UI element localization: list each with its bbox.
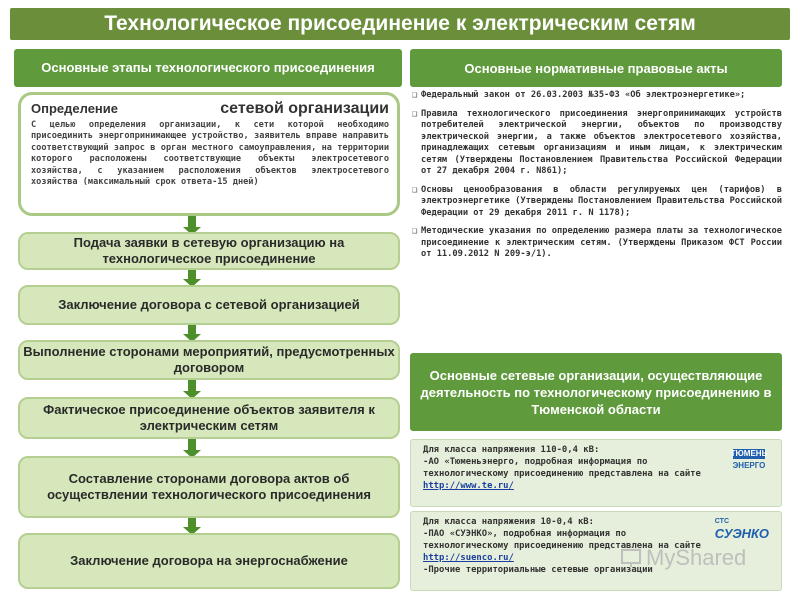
logo1-bottom: ЭНЕРГО [732,461,766,470]
down-arrow-icon [188,325,196,335]
org1-description [423,456,701,492]
logo2-top: СТС [714,518,730,525]
page-title: Технологическое присоединение к электрическим сетям [10,8,790,40]
logo1-top: ТЮМЕНЬ [730,449,768,458]
org1-site-link[interactable]: http://www.te.ru/ [423,481,514,491]
list-item [412,109,782,178]
stages-header: Основные этапы технологического присоединения [14,49,402,87]
step-conclude-contract: Заключение договора с сетевой организацией [18,285,400,325]
act-text: Правила технологического присоединения энергопринимающих устройств потребителей электрической энергии, объектов по производству электрической энергии, а также объектов электросетевого хозяйства, принадлежащих сетевым организациям и иным лицам, к электрическим сетям (Утверждены Постановлением Правительства Российской Федерации от 27 декабря 2004 г. N861); [421,108,782,176]
legal-acts-header: Основные нормативные правовые акты [410,49,782,87]
org1-voltage: Для класса напряжения 110-0,4 кВ: [423,445,600,455]
org-tyumenenergo [410,439,782,507]
checkbox-bullet-icon: ❑ [412,184,418,195]
presentation-icon [620,547,642,569]
legal-acts-list [412,90,782,348]
step-perform-measures: Выполнение сторонами мероприятий, предусмотренных договором [18,340,400,380]
watermark-text: MyShared [646,545,747,570]
list-item [412,185,782,220]
down-arrow-icon [188,380,196,392]
step1-title-a: Определение [31,101,119,116]
tyumenenergo-logo [729,448,769,474]
down-arrow-icon [188,216,196,228]
down-arrow-icon [188,518,196,528]
act-text: Федеральный закон от 26.03.2003 №35-ФЗ «Об электроэнергетике»; [421,90,746,100]
logo2-main: СУЭНКО [714,526,769,541]
checkbox-bullet-icon: ❑ [412,90,418,100]
step-define-network-org [18,92,400,216]
org1-text: -АО «Тюменьэнерго, подробная информация по технологическому присоединению представлена на сайте [423,457,701,479]
suenko-logo [715,516,769,540]
list-item [412,90,782,102]
act-text: Методические указания по определению размера платы за технологическое присоединение к электрическим сетям. (Утверждены Приказом ФСТ России от 11.09.2012 N 209-э/1). [421,226,782,259]
watermark [620,545,746,571]
list-item [412,226,782,261]
step-submit-application: Подача заявки в сетевую организацию на технологическое присоединение [18,232,400,270]
org2-text: -ПАО «СУЭНКО», подробная информация по технологическому присоединению представлена на сайте [423,529,701,551]
org2-site-link[interactable]: http://suenco.ru/ [423,553,514,563]
down-arrow-icon [188,439,196,451]
network-orgs-header: Основные сетевые организации, осуществляющие деятельность по технологическому присоединению в Тюменской области [410,353,782,431]
org2-voltage: Для класса напряжения 10-0,4 кВ: [423,517,594,527]
checkbox-bullet-icon: ❑ [412,108,418,119]
step-actual-connection: Фактическое присоединение объектов заявителя к электрическим сетям [18,397,400,439]
down-arrow-icon [188,270,196,280]
step1-title-b: сетевой организации [220,100,389,117]
checkbox-bullet-icon: ❑ [412,226,418,236]
org2-other: -Прочие территориальные сетевые организации [423,565,653,575]
step-draw-up-acts: Составление сторонами договора актов об осуществлении технологического присоединения [18,456,400,518]
act-text: Основы ценообразования в области регулируемых цен (тарифов) в электроэнергетике (Утверждены Постановлением Правительства Российской Федерации от 29 декабря 2011 г. N 1178); [421,184,782,218]
step-energy-supply-contract: Заключение договора на энергоснабжение [18,533,400,589]
lightning-logo-icon [729,448,769,474]
step1-description: С целью определения организации, к сети которой необходимо присоединить энергопринимающее устройство, заявитель вправе направить соответствующий запрос в орган местного самоуправления, на территории которого расположены соответствующие объекты электросетевого хозяйства, с указанием расположения объектов электросетевого хозяйства (максимальный срок ответа-15 дней) [31,120,389,188]
